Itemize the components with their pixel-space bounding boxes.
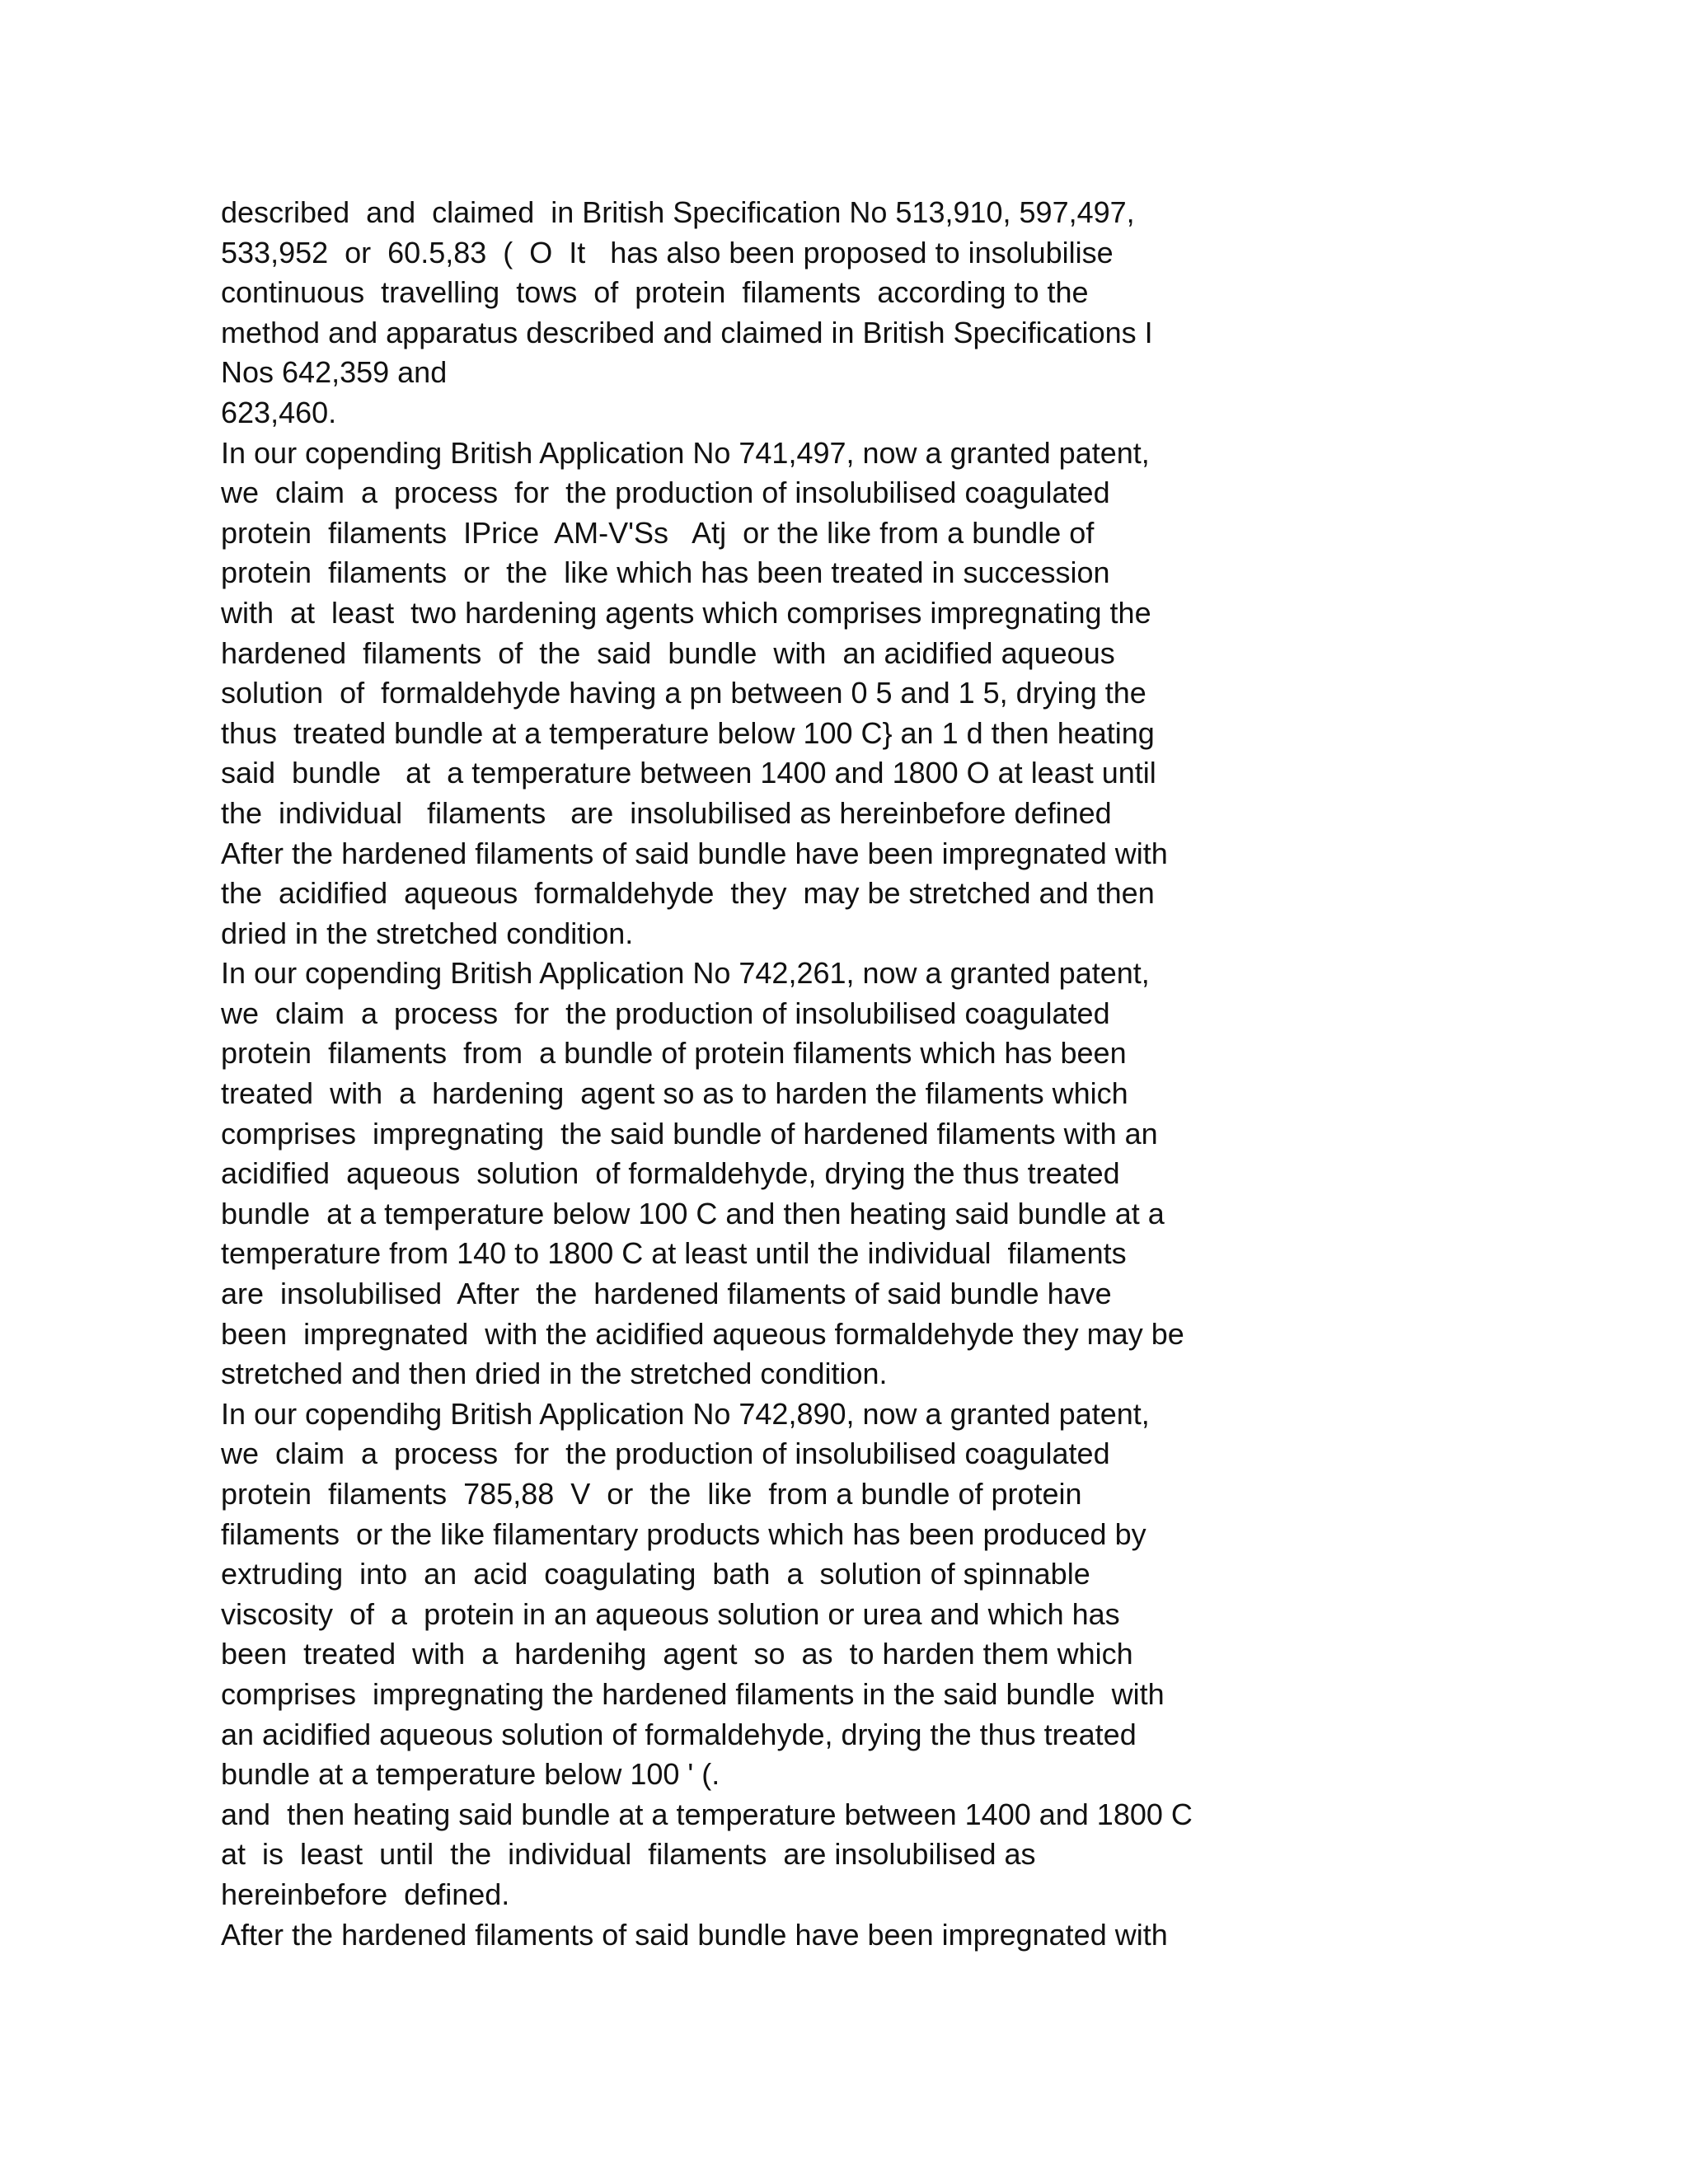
text-line: solution of formaldehyde having a pn between 0 5 and 1 5, drying the	[221, 676, 1146, 710]
text-line: protein filaments or the like which has been treated in succession	[221, 555, 1110, 590]
text-line: protein filaments IPrice AM-V'Ss Atj or the like from a bundle of	[221, 515, 1095, 550]
text-line: we claim a process for the production of insolubilised coagulated	[221, 996, 1110, 1030]
text-line: hereinbefore defined.	[221, 1877, 510, 1911]
text-line: Nos 642,359 and	[221, 355, 448, 390]
text-line: comprises impregnating the said bundle of hardened filaments with an	[221, 1116, 1158, 1151]
text-line: stretched and then dried in the stretched condition.	[221, 1357, 888, 1391]
text-line: In our copending British Application No 742,261, now a granted patent,	[221, 956, 1150, 991]
text-line: temperature from 140 to 1800 C at least until the individual filaments	[221, 1236, 1127, 1271]
text-line: been treated with a hardenihg agent so as to harden them which	[221, 1637, 1133, 1671]
text-line: described and claimed in British Specification No 513,910, 597,497,	[221, 195, 1135, 229]
body-text	[221, 193, 1540, 1955]
text-line: with at least two hardening agents which comprises impregnating the	[221, 595, 1151, 630]
text-line: the acidified aqueous formaldehyde they may be stretched and then	[221, 876, 1155, 911]
text-line: an acidified aqueous solution of formaldehyde, drying the thus treated	[221, 1717, 1137, 1751]
text-line: viscosity of a protein in an aqueous solution or urea and which has	[221, 1596, 1120, 1631]
text-line: dried in the stretched condition.	[221, 916, 634, 950]
text-line: In our copending British Application No 741,497, now a granted patent,	[221, 435, 1150, 470]
text-line: bundle at a temperature below 100 C and then heating said bundle at a	[221, 1196, 1165, 1230]
text-line: 623,460.	[221, 395, 337, 429]
text-line: the individual filaments are insolubilised as hereinbefore defined	[221, 795, 1112, 830]
text-line: thus treated bundle at a temperature below 100 C} an 1 d then heating	[221, 715, 1155, 750]
text-line: we claim a process for the production of insolubilised coagulated	[221, 476, 1110, 510]
text-line: and then heating said bundle at a temperature between 1400 and 1800 C	[221, 1797, 1193, 1831]
text-line: been impregnated with the acidified aqueous formaldehyde they may be	[221, 1316, 1184, 1351]
text-line: said bundle at a temperature between 1400 and 1800 O at least until	[221, 756, 1156, 790]
text-line: After the hardened filaments of said bundle have been impregnated with	[221, 1917, 1168, 1952]
text-line: protein filaments 785,88 V or the like from a bundle of protein	[221, 1477, 1082, 1511]
text-line: bundle at a temperature below 100 ' (.	[221, 1757, 720, 1792]
text-line: method and apparatus described and claimed in British Specifications I	[221, 315, 1153, 349]
text-line: are insolubilised After the hardened filaments of said bundle have	[221, 1277, 1112, 1311]
text-line: at is least until the individual filaments are insolubilised as	[221, 1837, 1036, 1872]
text-line: treated with a hardening agent so as to harden the filaments which	[221, 1076, 1128, 1111]
text-line: we claim a process for the production of insolubilised coagulated	[221, 1436, 1110, 1471]
text-line: In our copendihg British Application No 742,890, now a granted patent,	[221, 1396, 1150, 1431]
text-line: continuous travelling tows of protein filaments according to the	[221, 275, 1089, 310]
text-line: extruding into an acid coagulating bath a solution of spinnable	[221, 1557, 1090, 1591]
text-line: protein filaments from a bundle of protein filaments which has been	[221, 1036, 1127, 1071]
text-line: comprises impregnating the hardened filaments in the said bundle with	[221, 1676, 1165, 1711]
text-line: hardened filaments of the said bundle with an acidified aqueous	[221, 635, 1115, 670]
text-line: filaments or the like filamentary products which has been produced by	[221, 1516, 1146, 1551]
text-line: acidified aqueous solution of formaldehyde, drying the thus treated	[221, 1156, 1120, 1191]
text-line: After the hardened filaments of said bundle have been impregnated with	[221, 836, 1168, 870]
text-line: 533,952 or 60.5,83 ( O It has also been proposed to insolubilise	[221, 235, 1114, 269]
